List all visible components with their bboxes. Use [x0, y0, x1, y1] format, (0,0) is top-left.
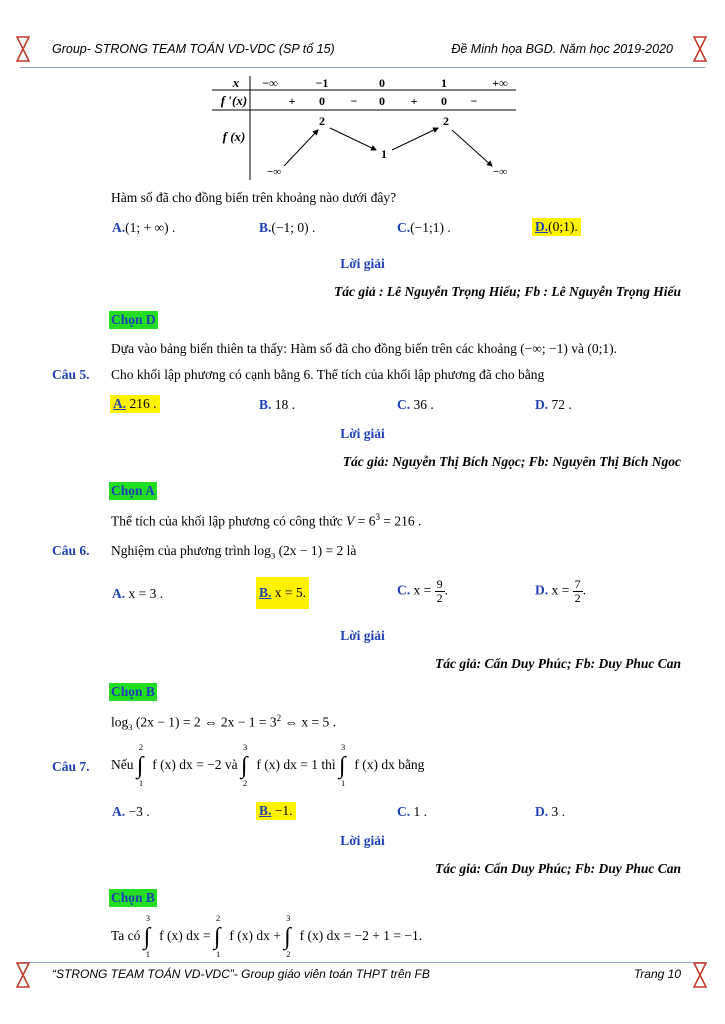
- work-text: ⇔ x = 5 .: [281, 714, 336, 730]
- derivative-sign: −: [350, 94, 358, 108]
- option-key: D.: [535, 582, 549, 598]
- fraction-denominator: 2: [436, 591, 443, 605]
- hourglass-icon: [693, 962, 707, 988]
- solution-heading: Lời giải: [340, 833, 385, 848]
- q4-option-d[interactable]: [532, 218, 581, 236]
- question-6-prompt: [111, 543, 356, 561]
- fraction-numerator: 7: [574, 577, 581, 591]
- footer-divider: [20, 962, 705, 963]
- solution-author: Tác giả: Cấn Duy Phúc; Fb: Duy Phuc Can: [434, 861, 681, 876]
- chosen-answer: Chọn D: [111, 312, 156, 327]
- solution-heading: Lời giải: [340, 426, 385, 441]
- integral-lower: 1: [340, 778, 346, 788]
- option-value: 1 .: [410, 804, 427, 819]
- formula-text: = 216 .: [379, 513, 422, 529]
- q4-option-b[interactable]: [259, 220, 315, 236]
- integral-sign: ∫ 2 1: [214, 913, 221, 959]
- work-text: f (x) dx = −2 + 1 = −1.: [296, 928, 423, 944]
- header-divider: [20, 67, 705, 68]
- question-label: Câu 7.: [52, 759, 90, 774]
- option-value: x =: [410, 582, 435, 598]
- option-value: (1; + ∞) .: [125, 220, 176, 235]
- option-key: A.: [112, 586, 126, 601]
- work-text: f (x) dx =: [155, 928, 215, 944]
- q7-option-d[interactable]: [535, 804, 565, 820]
- work-exponent: 2: [276, 713, 282, 723]
- option-value: 3 .: [548, 804, 565, 819]
- log-base: 3: [128, 722, 133, 733]
- option-key: C.: [397, 397, 411, 412]
- table-label-f: f (x): [222, 129, 246, 144]
- x-value: 1: [441, 76, 447, 90]
- header-group-name: Group- STRONG TEAM TOÁN VD-VDC (SP tổ 15): [52, 42, 335, 56]
- option-key: B.: [259, 803, 272, 818]
- q6-option-b[interactable]: [256, 577, 309, 609]
- solution-author: Tác giả : Lê Nguyễn Trọng Hiếu; Fb : Lê Nguyễn Trọng Hiếu: [334, 284, 681, 299]
- page-header: [0, 34, 725, 66]
- f-value: 2: [319, 114, 325, 128]
- fraction-numerator: 9: [436, 577, 443, 591]
- integral-sign: ∫ 2 1: [136, 742, 144, 788]
- explanation-text: Thể tích của khối lập phương có công thức: [111, 513, 347, 529]
- interval: (0;1): [587, 341, 614, 356]
- option-value: x = 5.: [271, 585, 307, 600]
- x-value: −∞: [262, 76, 278, 90]
- solution-author: Tác giả: Nguyễn Thị Bích Ngọc; Fb: Nguyên Thị Bích Ngoc: [342, 454, 681, 469]
- option-key: A.: [112, 804, 126, 819]
- option-value: (0;1).: [548, 219, 578, 234]
- q7-explanation: [111, 913, 423, 959]
- q6-option-c[interactable]: C. x = $\frac{9}{2}$ .: [397, 577, 448, 605]
- option-key: C.: [397, 582, 411, 598]
- option-key: D.: [535, 804, 549, 819]
- q5-option-b[interactable]: [259, 397, 295, 413]
- derivative-sign: +: [288, 94, 296, 108]
- explanation-text: Dựa vào bảng biến thiên ta thấy: Hàm số đã cho đồng biến trên các khoảng: [111, 341, 521, 356]
- solution-heading: Lời giải: [340, 628, 385, 643]
- q7-option-b[interactable]: [256, 802, 296, 820]
- option-key: A.: [113, 396, 127, 411]
- integral-lower: 2: [286, 949, 291, 959]
- f-value: −∞: [266, 166, 282, 178]
- q6-option-a[interactable]: [112, 586, 163, 602]
- log-base: 3: [270, 550, 276, 561]
- integral-lower: 1: [145, 949, 151, 959]
- q6-option-d[interactable]: D. x = $\frac{7}{2}$ .: [535, 577, 586, 605]
- work-text: f (x) dx +: [226, 928, 285, 944]
- q5-option-c[interactable]: [397, 397, 434, 413]
- variation-table: [212, 74, 516, 182]
- option-key: D.: [535, 397, 549, 412]
- option-value: −3 .: [125, 804, 150, 819]
- integral-sign: ∫ 3 2: [240, 742, 248, 788]
- formula-exponent: 3: [375, 512, 380, 522]
- work-text: log: [111, 714, 129, 730]
- derivative-sign: 0: [441, 94, 447, 108]
- option-value: 36 .: [410, 397, 434, 412]
- prompt-text: f (x) dx bằng: [350, 757, 425, 773]
- prompt-text: f (x) dx = −2 và: [148, 757, 241, 773]
- prompt-text: Nếu: [111, 757, 137, 773]
- option-value: (−1;1) .: [410, 220, 451, 235]
- question-5-prompt: Cho khối lập phương có cạnh bằng 6. Thể tích của khối lập phương đã cho bằng: [111, 367, 545, 382]
- derivative-sign: 0: [379, 94, 385, 108]
- fraction: [573, 578, 583, 605]
- q6-explanation: [111, 713, 336, 732]
- option-key: A.: [112, 220, 126, 235]
- chosen-answer: Chọn B: [111, 684, 155, 699]
- integral-sign: ∫ 3 2: [284, 913, 291, 959]
- integral-sign: ∫ 3 1: [338, 742, 346, 788]
- option-key: C.: [397, 804, 411, 819]
- integral-upper: 2: [138, 742, 144, 752]
- chosen-answer: Chọn A: [111, 483, 155, 498]
- formula-variable: V: [346, 513, 355, 529]
- q5-explanation: [111, 512, 421, 530]
- q5-option-d[interactable]: [535, 397, 572, 413]
- prompt-text: (2x − 1) = 2 là: [275, 543, 357, 558]
- x-value: +∞: [492, 76, 508, 90]
- integral-lower: 1: [216, 949, 221, 959]
- x-value: 0: [379, 76, 385, 90]
- option-key: B.: [259, 585, 272, 600]
- explanation-text: và: [567, 341, 588, 356]
- integral-upper: 2: [216, 913, 221, 923]
- option-value: (−1; 0) .: [271, 220, 316, 235]
- solution-heading: Lời giải: [340, 256, 385, 271]
- interval: (−∞; −1): [520, 341, 568, 356]
- q4-option-a[interactable]: [112, 220, 175, 236]
- integral-lower: 2: [242, 778, 248, 788]
- formula-text: = 6: [354, 513, 376, 529]
- option-value: 72 .: [548, 397, 572, 412]
- f-value: 2: [443, 114, 449, 128]
- option-value: x = 3 .: [125, 586, 164, 601]
- q4-option-c[interactable]: [397, 220, 451, 236]
- option-key: C.: [397, 220, 411, 235]
- question-label: Câu 5.: [52, 367, 90, 382]
- integral-sign: ∫ 3 1: [143, 913, 151, 959]
- page-number: Trang 10: [633, 967, 681, 981]
- f-value: −∞: [492, 166, 508, 178]
- q5-option-a[interactable]: [110, 395, 160, 413]
- fraction: [435, 578, 445, 605]
- question-7-prompt: [111, 742, 425, 788]
- f-value: 1: [381, 147, 387, 161]
- footer-group-text: “STRONG TEAM TOÁN VD-VDC”- Group giáo viên toán THPT trên FB: [52, 967, 430, 981]
- option-value: 18 .: [271, 397, 296, 412]
- header-exam-title: Đề Minh họa BGD. Năm học 2019-2020: [451, 42, 673, 56]
- fraction-denominator: 2: [574, 591, 581, 605]
- option-key: D.: [535, 219, 549, 234]
- q7-option-a[interactable]: [112, 804, 150, 820]
- table-label-fprime: f ′(x): [220, 93, 248, 108]
- integral-upper: 3: [286, 913, 291, 923]
- derivative-sign: −: [470, 94, 478, 108]
- option-value: −1.: [271, 803, 293, 818]
- integral-upper: 3: [340, 742, 346, 752]
- option-key: B.: [259, 397, 272, 412]
- question-4-prompt: Hàm số đã cho đồng biến trên khoảng nào dưới đây?: [111, 190, 397, 205]
- prompt-text: f (x) dx = 1 thì: [252, 757, 339, 773]
- work-text: (2x − 1) = 2 ⇔ 2x − 1 = 3: [132, 714, 277, 730]
- derivative-sign: +: [410, 94, 418, 108]
- q4-explanation: [111, 341, 617, 357]
- integral-lower: 1: [138, 778, 144, 788]
- option-value: x =: [548, 582, 573, 598]
- derivative-sign: 0: [319, 94, 325, 108]
- option-value: 216 .: [126, 396, 157, 411]
- table-label-x: x: [232, 75, 240, 90]
- chosen-answer: Chọn B: [111, 890, 155, 905]
- hourglass-icon: [16, 962, 30, 988]
- explanation-text: .: [613, 341, 618, 356]
- work-text: Ta có: [111, 928, 144, 944]
- q7-option-c[interactable]: [397, 804, 427, 820]
- x-value: −1: [315, 76, 329, 90]
- prompt-text: Nghiệm của phương trình log: [111, 543, 271, 558]
- integral-upper: 3: [145, 913, 151, 923]
- integral-upper: 3: [242, 742, 248, 752]
- option-key: B.: [259, 220, 272, 235]
- solution-author: Tác giả: Cấn Duy Phúc; Fb: Duy Phuc Can: [434, 656, 681, 671]
- question-label: Câu 6.: [52, 543, 90, 558]
